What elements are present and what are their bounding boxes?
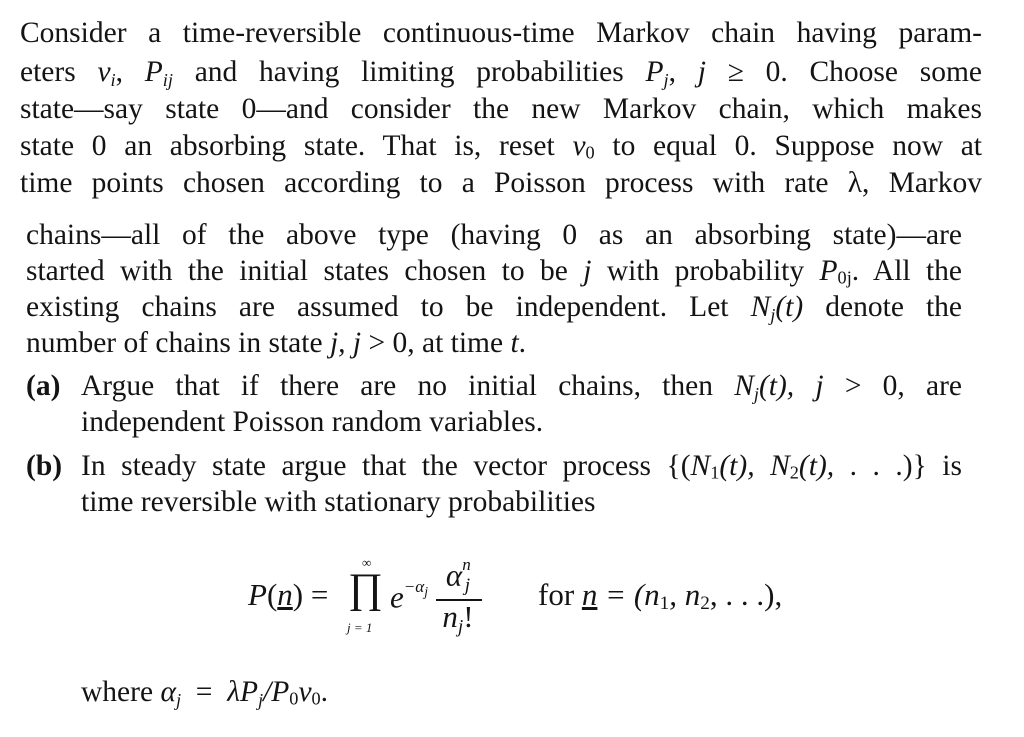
part-b-line-2: time reversible with stationary probabilities [81,486,596,518]
product-symbol: ∏ [348,566,383,612]
paragraph-line-6: chains—all of the above type (having 0 as an absorbing state)—are [26,219,962,251]
fraction-numerator: $\alpha^n_j$ [445,555,471,596]
paragraph-line-2: eters $\nu_i$, $P_{ij}$ and having limiting probabilities $P_j$, j ≥ 0. Choose some [20,56,983,91]
stationary-probability-formula [0,555,1024,638]
part-a-line-1: Argue that if there are no initial chains, then $N_j(t)$, j > 0, are [81,370,963,405]
part-b-line-1: In steady state argue that the vector process {(N1(t), N2(t), . . .)} is [81,450,962,483]
product-top-symbol: ∞ [362,555,372,570]
exp-term: $e^{-\alpha_j}$ [390,577,428,615]
part-a-line-2: independent Poisson random variables. [81,406,544,438]
paragraph-line-4: state 0 an absorbing state. That is, reset ν0 to equal 0. Suppose now at [20,130,983,163]
paragraph-line-5: time points chosen according to a Poisson process with rate λ, Markov [20,167,982,199]
product-bottom-index: j = 1 [347,620,373,635]
paragraph-line-8: existing chains are assumed to be independent. Let $N_j(t)$ denote the [26,291,963,326]
formula-condition: for n = (n1, n2, . . .), [538,577,783,614]
paragraph-line-3: state—say state 0—and consider the new Markov chain, which makes [20,93,982,125]
formula-lhs: P(n) = [248,577,329,612]
paragraph-line-9: number of chains in state j, j > 0, at time t. [26,327,527,359]
paragraph-line-1: Consider a time-reversible continuous-time Markov chain having param- [20,17,982,49]
where-clause: where $\alpha_j = \lambda P_j/P0\nu 0$. [81,676,329,711]
part-b-label: (b) [26,450,63,482]
paragraph-line-7: started with the initial states chosen to be j with probability P0j. All the [26,255,963,288]
part-a-label: (a) [26,370,61,402]
fraction-denominator: $n_j$! [442,599,474,638]
